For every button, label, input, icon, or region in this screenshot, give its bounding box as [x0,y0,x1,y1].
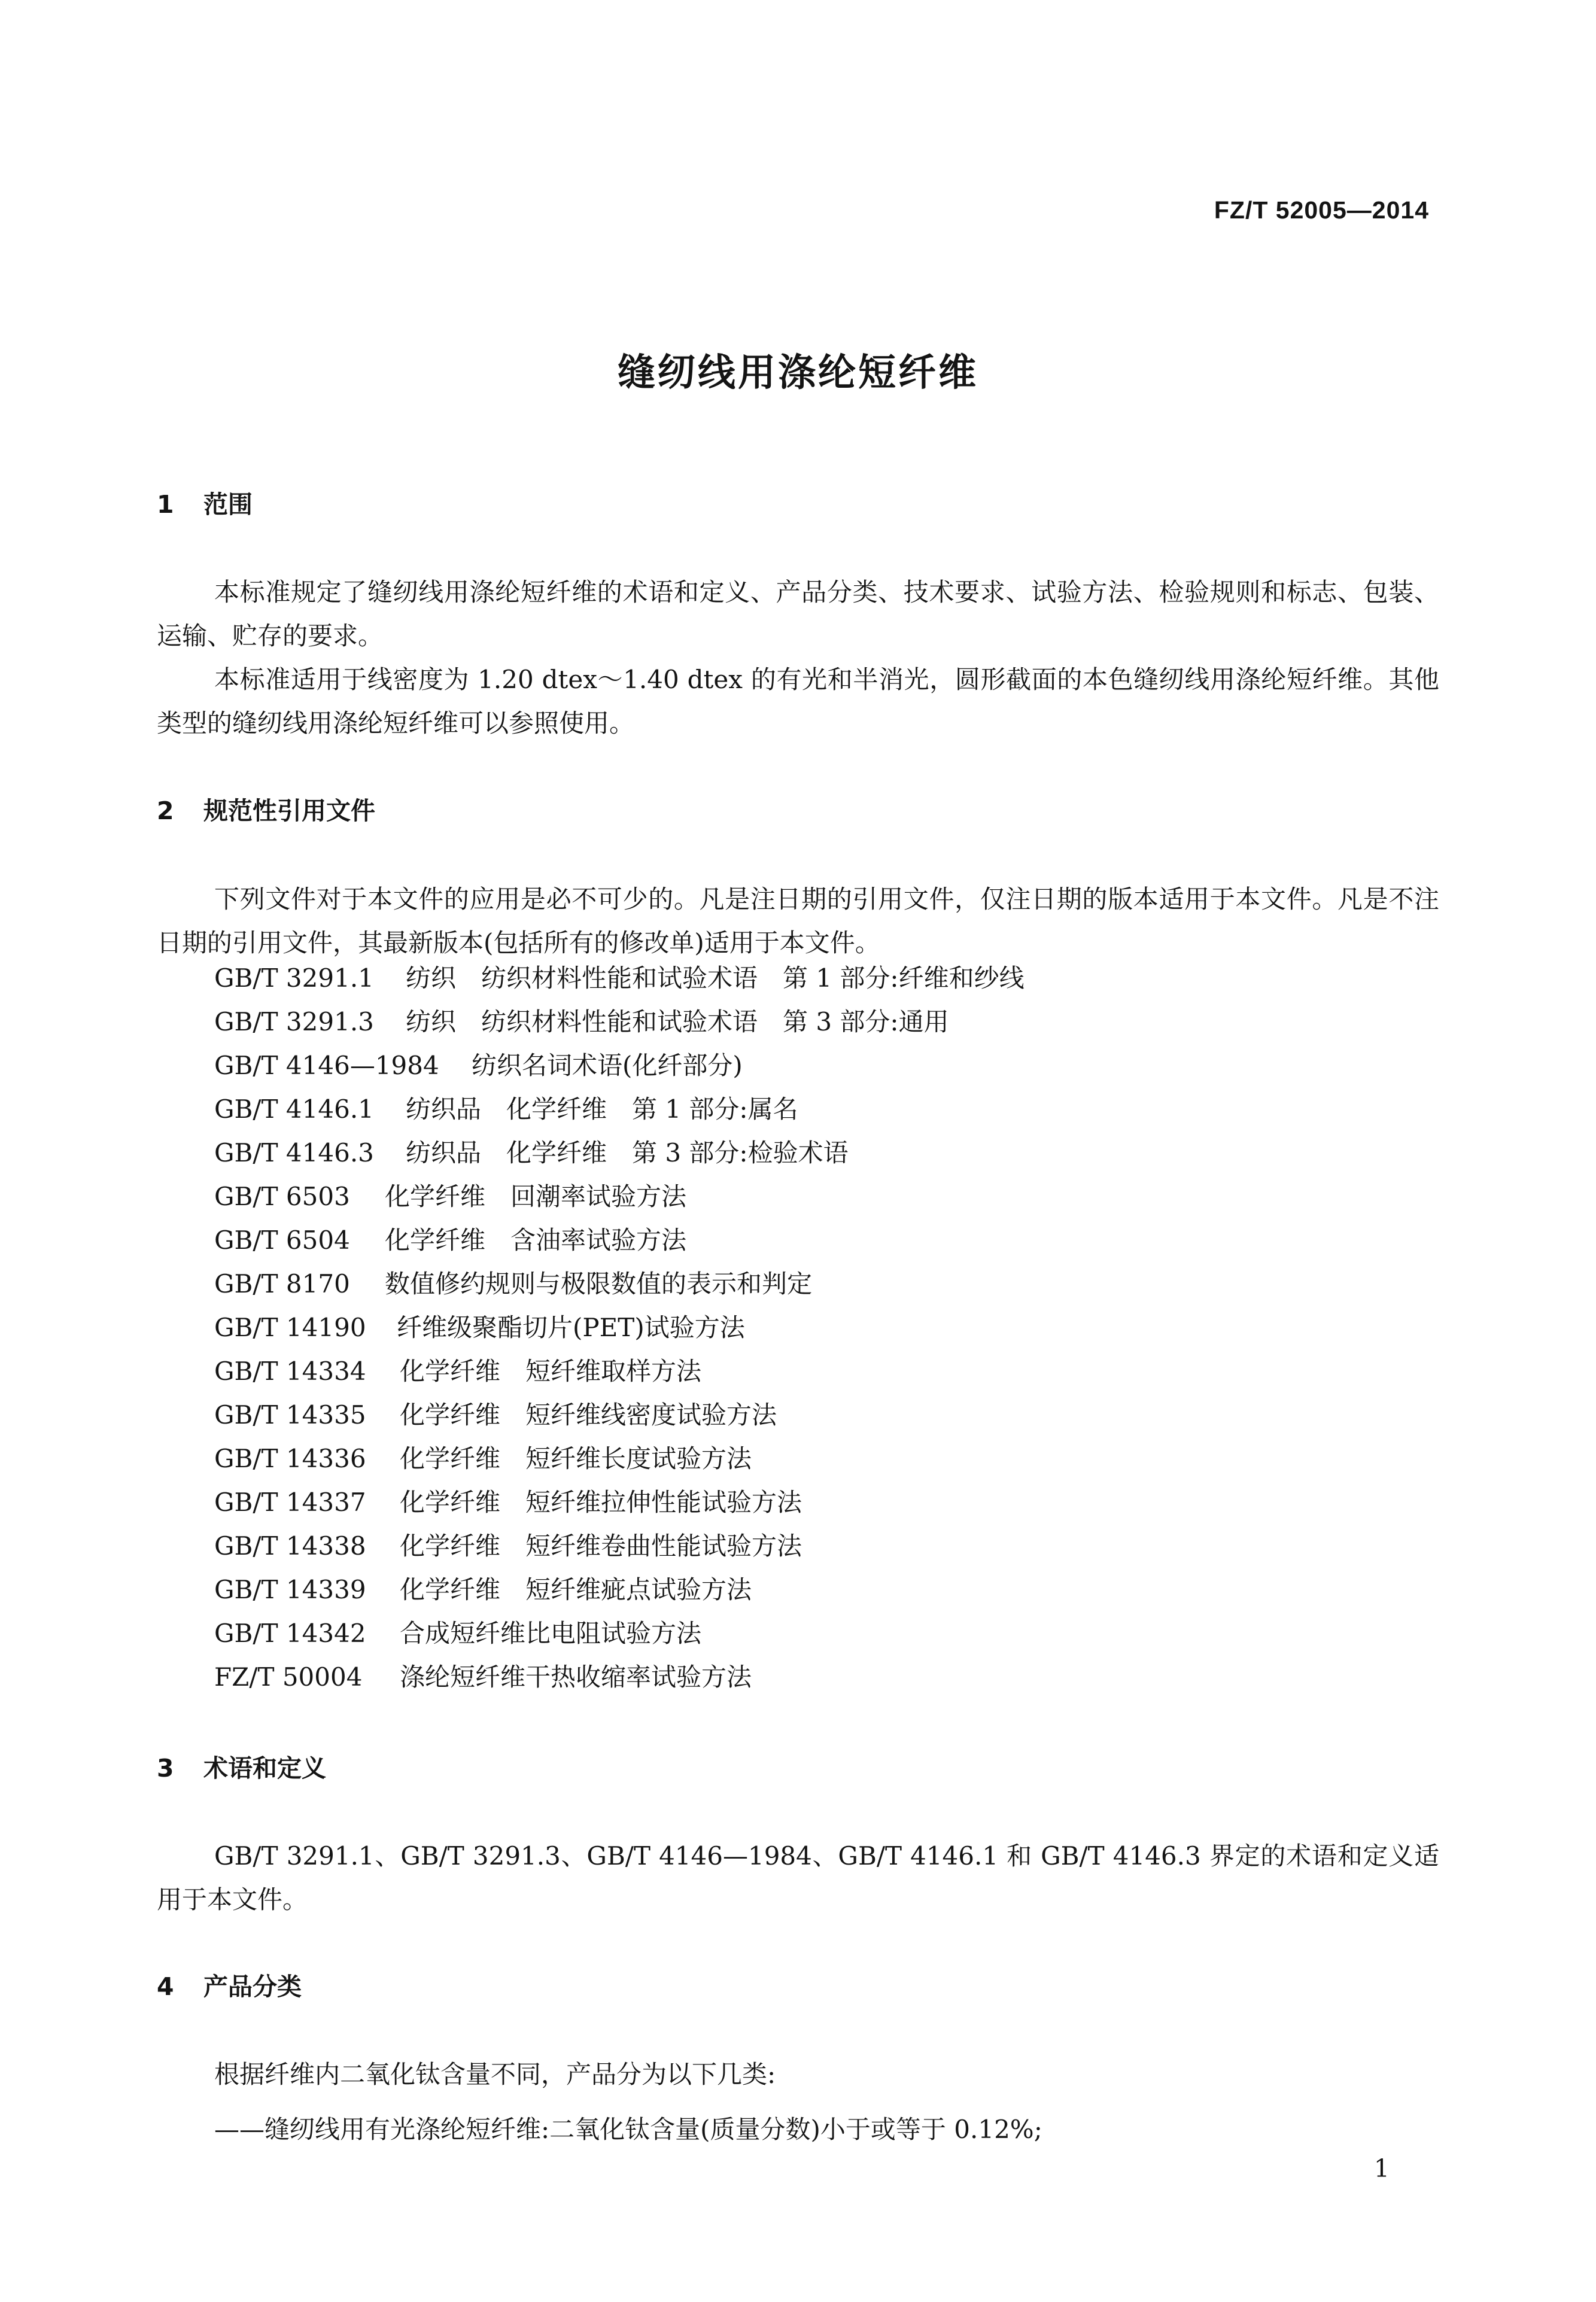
section-2-paragraph-1: 下列文件对于本文件的应用是必不可少的。凡是注日期的引用文件，仅注日期的版本适用于本文件。凡是不注日期的引用文件，其最新版本(包括所有的修改单)适用于本文件。 [157,884,1439,957]
reference-code: GB/T 14334 [214,1357,366,1386]
reference-code: GB/T 4146.3 [214,1138,374,1167]
reference-code: GB/T 6504 [214,1225,350,1255]
reference-code: GB/T 14190 [214,1313,366,1342]
reference-title: 纺织品 化学纤维 第 1 部分:属名 [406,1094,798,1124]
reference-code: GB/T 8170 [214,1269,350,1299]
reference-item [214,956,1025,1000]
section-4-heading [157,1972,302,2001]
section-4-paragraph-1: 根据纤维内二氧化钛含量不同，产品分为以下几类: [214,2060,776,2089]
reference-title: 纺织品 化学纤维 第 3 部分:检验术语 [406,1138,849,1167]
reference-item [214,1262,1025,1306]
reference-code: GB/T 14335 [214,1400,366,1430]
reference-title: 涤纶短纤维干热收缩率试验方法 [400,1662,752,1692]
reference-code: GB/T 3291.1 [214,963,374,993]
section-2-heading [157,796,375,825]
reference-item [214,1568,1025,1611]
reference-title: 化学纤维 短纤维线密度试验方法 [400,1400,777,1430]
reference-item [214,1480,1025,1524]
reference-item [214,1044,1025,1087]
reference-code: GB/T 3291.3 [214,1007,374,1036]
section-1-paragraph-2: 本标准适用于线密度为 1.20 dtex～1.40 dtex 的有光和半消光，圆形截面的本色缝纫线用涤纶短纤维。其他类型的缝纫线用涤纶短纤维可以参照使用。 [157,665,1439,738]
section-3-heading [157,1756,326,1781]
normative-references-list [214,956,1025,1699]
standard-code: FZ/T 52005—2014 [1214,196,1429,224]
reference-code: GB/T 4146.1 [214,1094,374,1124]
reference-title: 合成短纤维比电阻试验方法 [400,1619,702,1648]
reference-item [214,1349,1025,1393]
section-3-paragraph-1: GB/T 3291.1、GB/T 3291.3、GB/T 4146—1984、GB/T 4146.1 和 GB/T 4146.3 界定的术语和定义适用于本文件。 [157,1841,1439,1914]
reference-code: GB/T 6503 [214,1182,350,1211]
section-number: 3 [157,1754,174,1783]
section-number: 4 [157,1972,174,2001]
section-title: 范围 [203,490,253,519]
reference-item [214,1393,1025,1437]
section-1-heading [157,492,253,517]
reference-item [214,1131,1025,1175]
reference-title: 化学纤维 短纤维卷曲性能试验方法 [400,1531,802,1561]
reference-code: GB/T 4146—1984 [214,1051,439,1080]
reference-item [214,1306,1025,1349]
reference-code: GB/T 14342 [214,1619,366,1648]
reference-item [214,1218,1025,1262]
reference-item [214,1655,1025,1699]
reference-title: 纺织 纺织材料性能和试验术语 第 1 部分:纤维和纱线 [406,963,1025,993]
reference-title: 化学纤维 含油率试验方法 [385,1225,687,1255]
section-title: 规范性引用文件 [203,796,375,825]
reference-title: 纺织名词术语(化纤部分) [472,1051,743,1080]
reference-title: 化学纤维 回潮率试验方法 [385,1182,687,1211]
reference-title: 纺织 纺织材料性能和试验术语 第 3 部分:通用 [406,1007,949,1036]
document-title: 缝纫线用涤纶短纤维 [618,351,978,394]
reference-code: GB/T 14337 [214,1488,366,1517]
section-number: 2 [157,796,174,825]
reference-item [214,1000,1025,1044]
reference-title: 数值修约规则与极限数值的表示和判定 [385,1269,813,1299]
reference-title: 化学纤维 短纤维拉伸性能试验方法 [400,1488,802,1517]
reference-title: 化学纤维 短纤维长度试验方法 [400,1444,752,1473]
reference-title: 化学纤维 短纤维取样方法 [400,1357,702,1386]
classification-item: ——缝纫线用有光涤纶短纤维:二氧化钛含量(质量分数)小于或等于 0.12%; [214,2115,1042,2144]
section-title: 产品分类 [203,1972,302,2001]
section-number: 1 [157,490,174,519]
reference-item [214,1437,1025,1480]
reference-item [214,1175,1025,1218]
section-title: 术语和定义 [203,1754,326,1783]
section-1-paragraph-1: 本标准规定了缝纫线用涤纶短纤维的术语和定义、产品分类、技术要求、试验方法、检验规则和标志、包装、运输、贮存的要求。 [157,577,1439,650]
reference-title: 化学纤维 短纤维疵点试验方法 [400,1575,752,1604]
reference-code: FZ/T 50004 [214,1662,363,1692]
reference-code: GB/T 14339 [214,1575,366,1604]
reference-title: 纤维级聚酯切片(PET)试验方法 [397,1313,745,1342]
reference-item [214,1087,1025,1131]
reference-item [214,1611,1025,1655]
reference-code: GB/T 14338 [214,1531,366,1561]
reference-code: GB/T 14336 [214,1444,366,1473]
reference-item [214,1524,1025,1568]
page-number: 1 [1373,2154,1390,2183]
